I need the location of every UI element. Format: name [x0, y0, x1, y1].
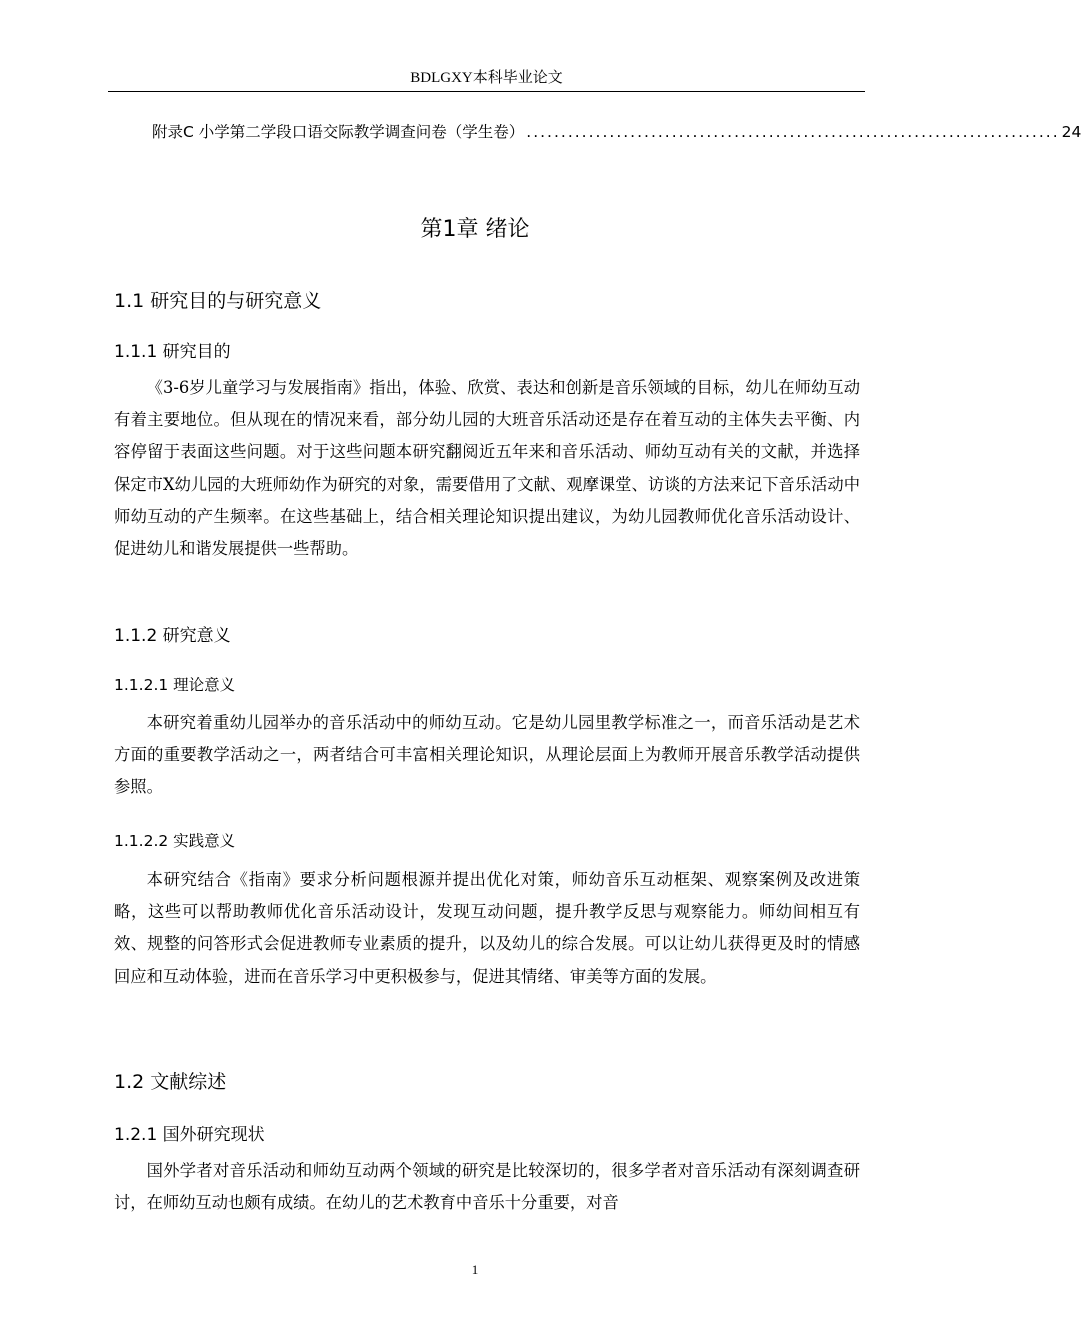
page-number: 1 [471, 1262, 479, 1277]
chapter-title: 第1章 绪论 [420, 217, 530, 242]
toc-entry-page: 24 [1061, 123, 1081, 141]
paragraph-foreign-research: 国外学者对音乐活动和师幼互动两个领域的研究是比较深切的，很多学者对音乐活动有深刻调查研讨，在师幼互动也颇有成绩。在幼儿的艺术教育中音乐十分重要，对音 [114, 1161, 860, 1213]
running-header: BDLGXY本科毕业论文 [410, 70, 563, 86]
section-heading-1-2-1: 1.2.1 国外研究现状 [114, 1125, 265, 1145]
toc-entry[interactable] [152, 120, 1081, 142]
section-heading-1-1: 1.1 研究目的与研究意义 [114, 290, 322, 312]
section-heading-1-1-2: 1.1.2 研究意义 [114, 626, 231, 646]
paragraph-theoretical-significance: 本研究着重幼儿园举办的音乐活动中的师幼互动。它是幼儿园里教学标准之一，而音乐活动是艺术方面的重要教学活动之一，两者结合可丰富相关理论知识，从理论层面上为教师开展音乐教学活动提供参照。 [114, 713, 860, 797]
section-heading-1-1-1: 1.1.1 研究目的 [114, 342, 231, 362]
header-rule [108, 91, 865, 92]
section-heading-1-1-2-2: 1.1.2.2 实践意义 [114, 832, 236, 850]
toc-leader-dots: ............................................................................. [526, 123, 1060, 141]
toc-entry-label: 附录C 小学第二学段口语交际教学调查问卷（学生卷） [152, 123, 525, 141]
paragraph-practical-significance: 本研究结合《指南》要求分析问题根源并提出优化对策，师幼音乐互动框架、观察案例及改进策略，这些可以帮助教师优化音乐活动设计，发现互动问题，提升教学反思与观察能力。师幼间相互有效、规整的问答形式会促进教师专业素质的提升，以及幼儿的综合发展。可以让幼儿获得更及时的情感回应和互动体验，进而在音乐学习中更积极参与，促进其情绪、审美等方面的发展。 [114, 870, 860, 986]
section-heading-1-2: 1.2 文献综述 [114, 1071, 227, 1093]
paragraph-research-purpose: 《3-6岁儿童学习与发展指南》指出，体验、欣赏、表达和创新是音乐领域的目标，幼儿在师幼互动有着主要地位。但从现在的情况来看，部分幼儿园的大班音乐活动还是存在着互动的主体失去平衡、内容停留于表面这些问题。对于这些问题本研究翻阅近五年来和音乐活动、师幼互动有关的文献，并选择保定市X幼儿园的大班师幼作为研究的对象，需要借用了文献、观摩课堂、访谈的方法来记下音乐活动中师幼互动的产生频率。在这些基础上，结合相关理论知识提出建议，为幼儿园教师优化音乐活动设计、促进幼儿和谐发展提供一些帮助。 [114, 378, 860, 559]
section-heading-1-1-2-1: 1.1.2.1 理论意义 [114, 676, 236, 694]
